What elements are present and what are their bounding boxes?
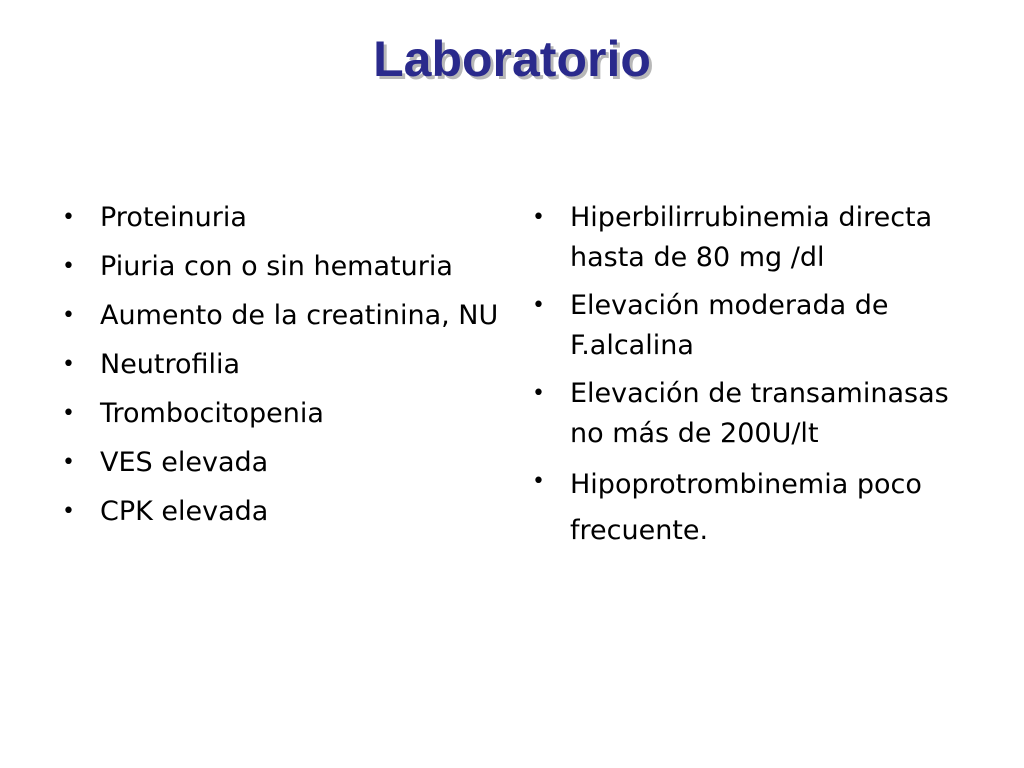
bullet-icon: • [62,499,75,524]
left-bullet-list [62,198,502,541]
list-item-text: Neutrofilia [100,349,241,380]
list-item-text: VES elevada [100,447,269,478]
bullet-icon: • [62,401,75,426]
list-item-text: Piuria con o sin hematuria [100,251,453,282]
list-item [62,345,502,385]
list-item [532,198,982,278]
list-item [62,492,502,532]
list-item-text: CPK elevada [100,496,269,527]
bullet-icon: • [62,254,75,279]
bullet-icon: • [532,205,545,230]
list-item-text: Elevación de transaminasas no más de 200U/lt [570,378,949,449]
slide-title: Laboratorio [373,31,651,87]
bullet-icon: • [532,293,545,318]
list-item [62,198,502,238]
bullet-icon: • [532,381,545,406]
list-item [62,394,502,434]
list-item-text: Elevación moderada de F.alcalina [570,290,889,361]
bullet-icon: • [62,352,75,377]
list-item [532,462,982,554]
list-item [62,296,502,336]
bullet-icon: • [62,205,75,230]
bullet-icon: • [62,450,75,475]
bullet-icon: • [62,303,75,328]
bullet-icon: • [532,469,545,494]
list-item [62,247,502,287]
list-item-text: Proteinuria [100,202,247,233]
list-item-text: Aumento de la creatinina, NU [100,300,499,331]
right-bullet-list [532,198,982,562]
list-item [532,374,982,454]
list-item-text: Hipoprotrombinemia poco frecuente. [570,469,922,546]
list-item [532,286,982,366]
list-item-text: Hiperbilirrubinemia directa hasta de 80 mg /dl [570,202,933,273]
list-item [62,443,502,483]
list-item-text: Trombocitopenia [100,398,324,429]
